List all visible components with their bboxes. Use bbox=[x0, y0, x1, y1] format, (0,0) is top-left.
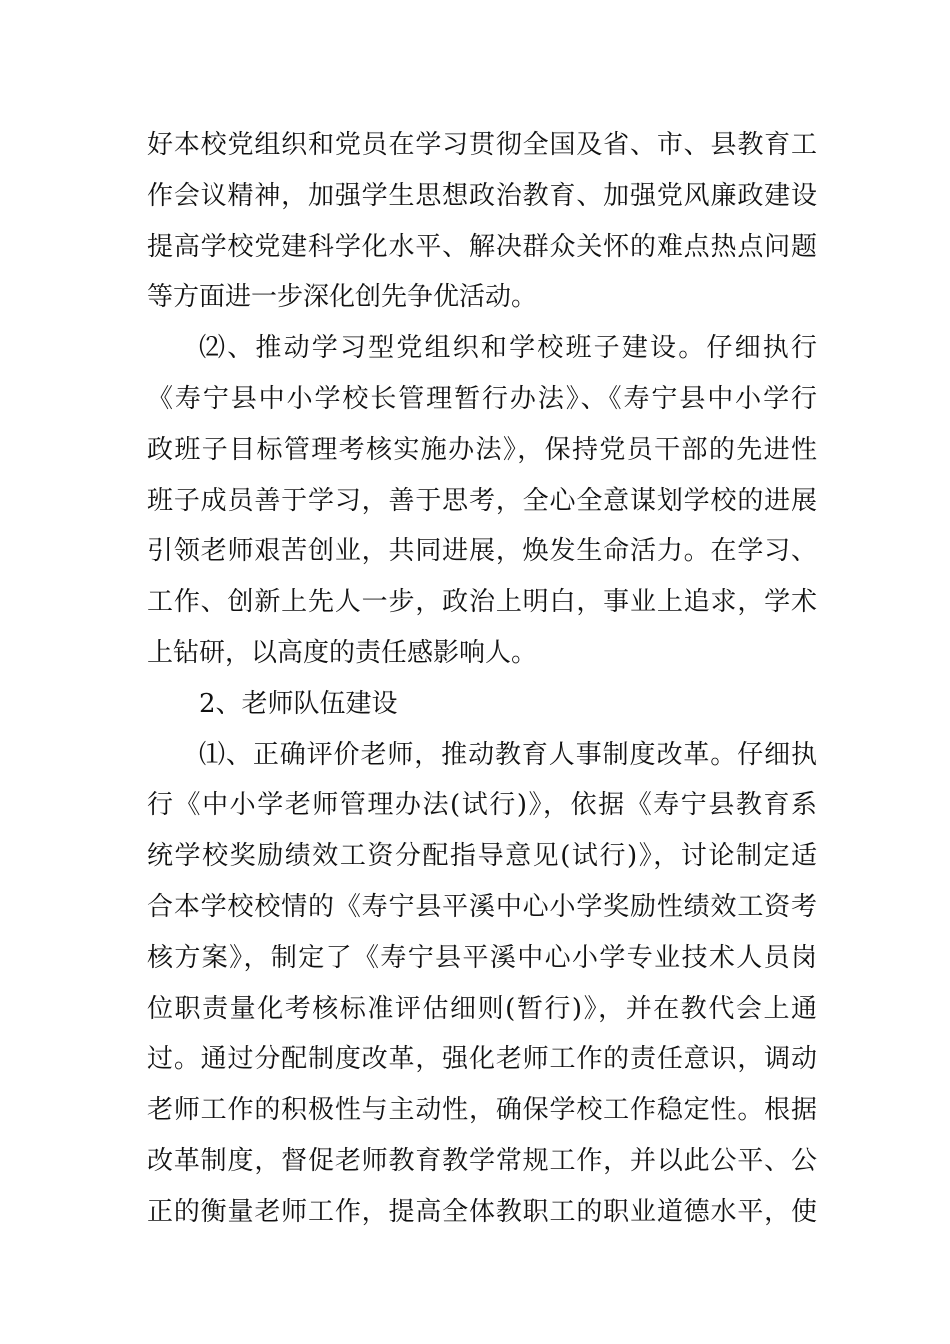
text-line: 《寿宁县中小学校长管理暂行办法》、《寿宁县中小学行 bbox=[147, 383, 817, 414]
text-line: 引领老师艰苦创业，共同进展，焕发生命活力。在学习、 bbox=[147, 536, 817, 567]
text-line: 行《中小学老师管理办法(试行)》，依据《寿宁县教育系 bbox=[147, 790, 817, 821]
text-line: 上钻研，以高度的责任感影响人。 bbox=[147, 637, 538, 668]
section-heading: 2、老师队伍建设 bbox=[199, 688, 398, 719]
text-line: 等方面进一步深化创先争优活动。 bbox=[147, 282, 538, 313]
text-line: 老师工作的积极性与主动性，确保学校工作稳定性。根据 bbox=[147, 1095, 817, 1126]
text-line: 好本校党组织和党员在学习贯彻全国及省、市、县教育工 bbox=[147, 130, 817, 160]
document-body bbox=[147, 125, 817, 1243]
text-line: 过。通过分配制度改革，强化老师工作的责任意识，调动 bbox=[147, 1044, 817, 1075]
text-line: 统学校奖励绩效工资分配指导意见(试行)》，讨论制定适 bbox=[147, 841, 817, 872]
text-line: 班子成员善于学习，善于思考，全心全意谋划学校的进展 bbox=[147, 485, 817, 516]
text-line: 正的衡量老师工作，提高全体教职工的职业道德水平，使 bbox=[147, 1196, 817, 1227]
paragraph-start-line: ⑴、正确评价老师，推动教育人事制度改革。仔细执 bbox=[199, 739, 817, 770]
text-line: 提高学校党建科学化水平、解决群众关怀的难点热点问题 bbox=[147, 231, 817, 262]
text-line: 位职责量化考核标准评估细则(暂行)》，并在教代会上通 bbox=[147, 993, 817, 1024]
text-line: 核方案》，制定了《寿宁县平溪中心小学专业技术人员岗 bbox=[147, 942, 817, 973]
text-line: 作会议精神，加强学生思想政治教育、加强党风廉政建设 bbox=[147, 180, 817, 211]
text-line: 工作、创新上先人一步，政治上明白，事业上追求，学术 bbox=[147, 587, 817, 618]
text-line: 政班子目标管理考核实施办法》，保持党员干部的先进性 bbox=[147, 434, 817, 465]
text-line: 合本学校校情的《寿宁县平溪中心小学奖励性绩效工资考 bbox=[147, 891, 817, 922]
paragraph-start-line: ⑵、推动学习型党组织和学校班子建设。仔细执行 bbox=[199, 333, 817, 364]
text-line: 改革制度，督促老师教育教学常规工作，并以此公平、公 bbox=[147, 1145, 817, 1176]
